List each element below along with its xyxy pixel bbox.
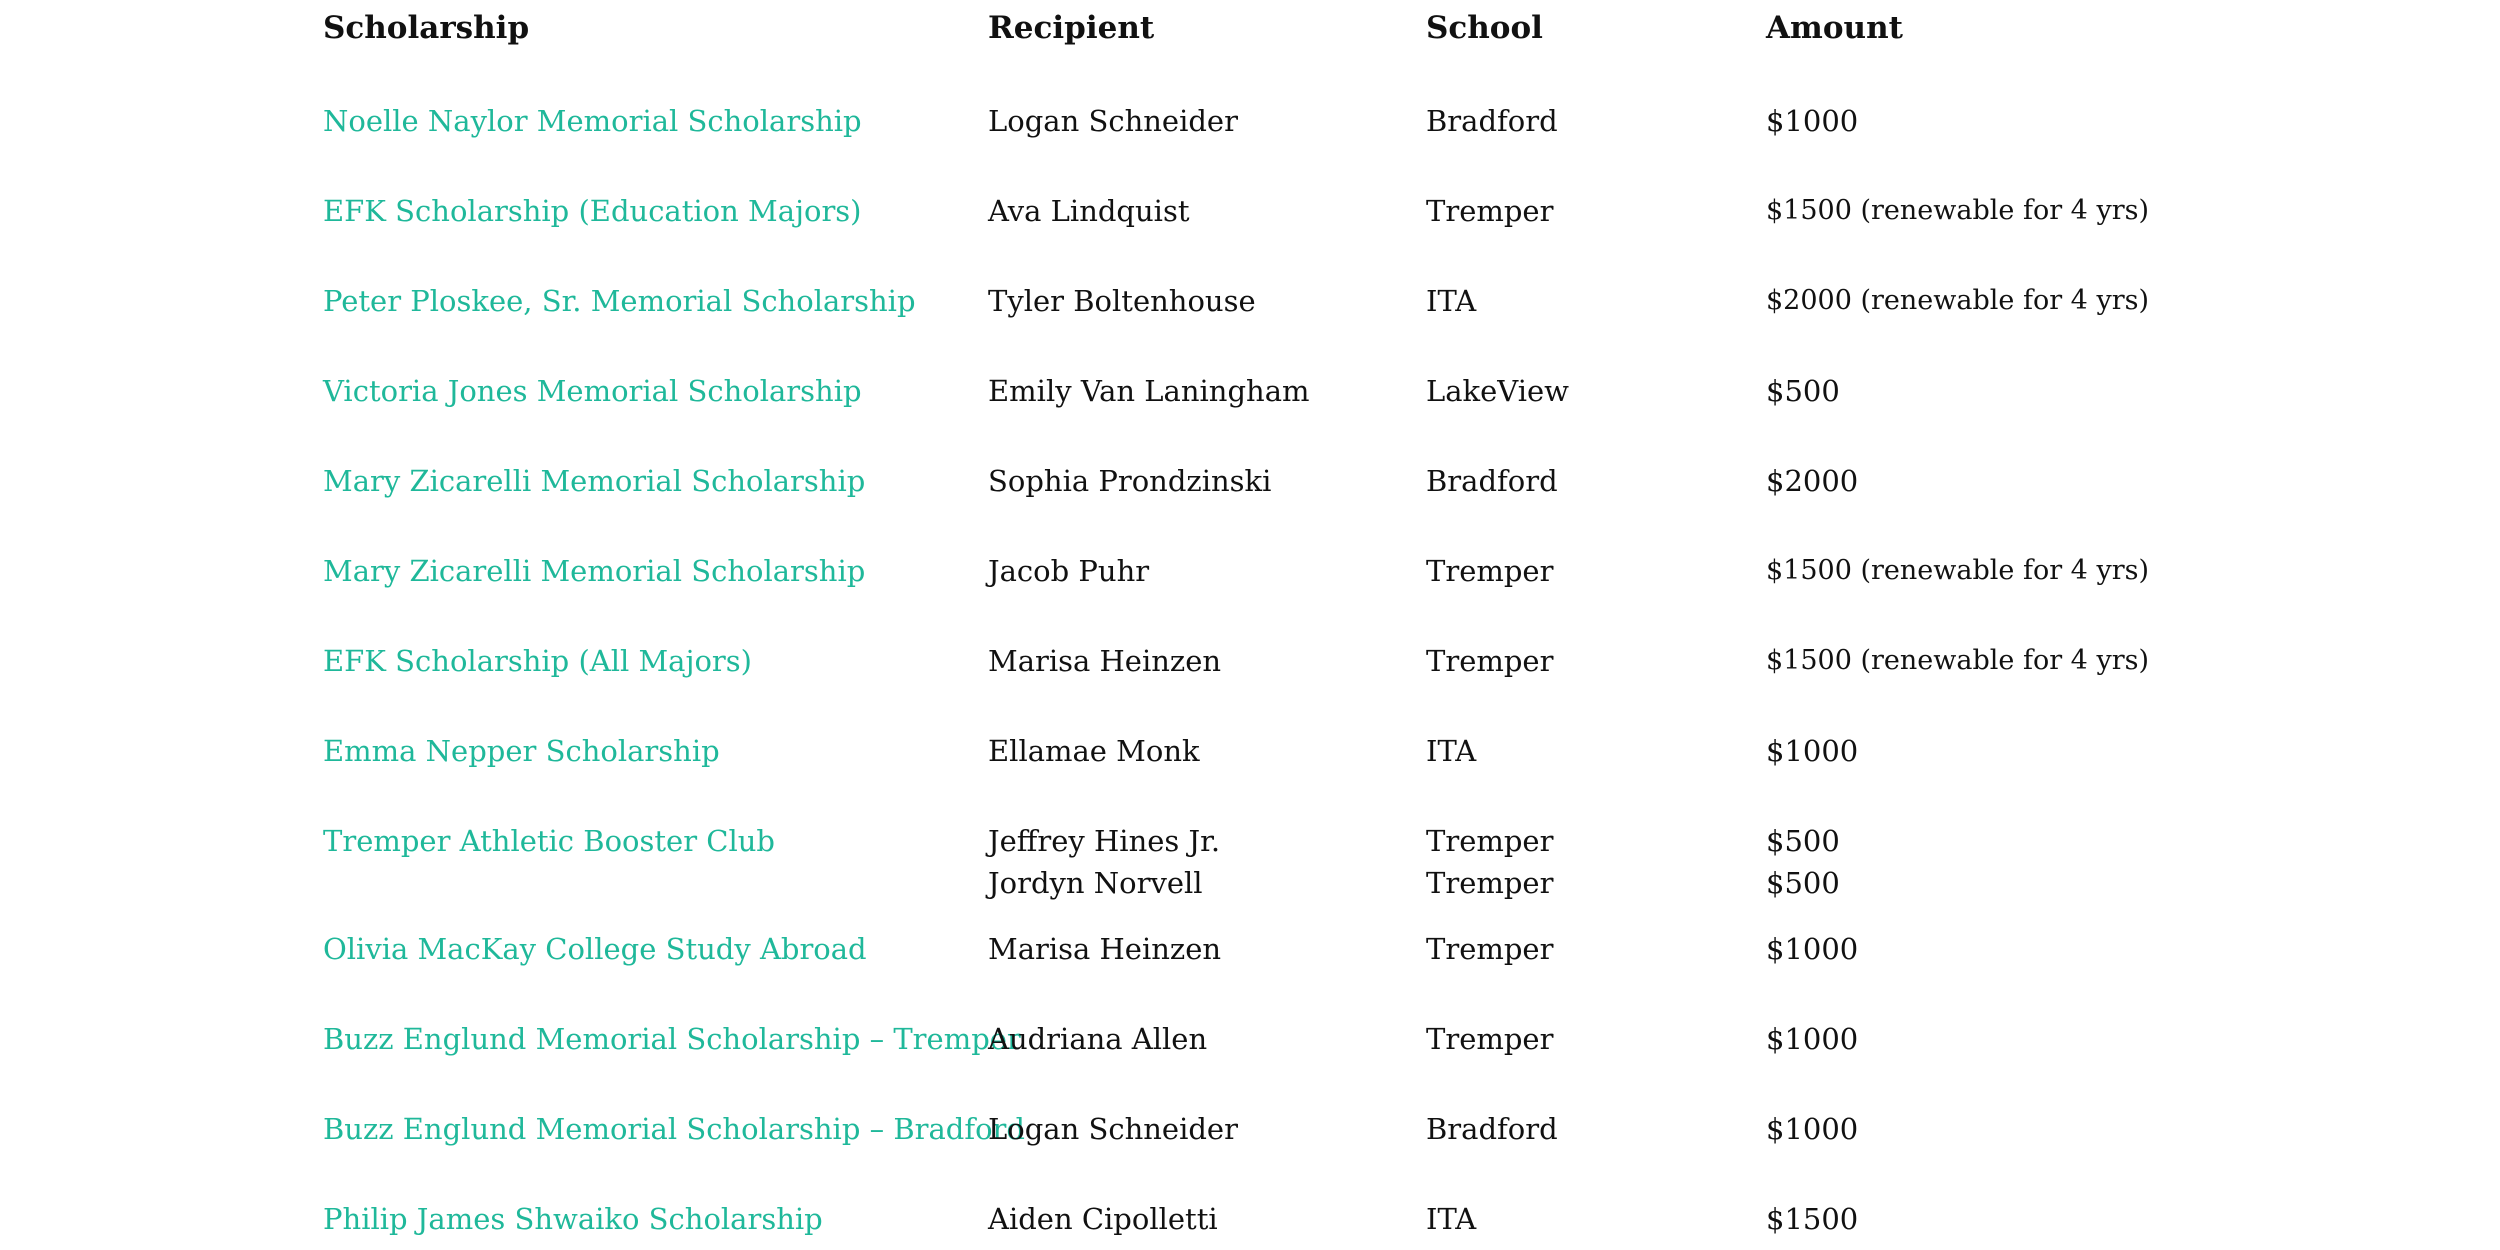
award-amount-cell (1766, 1108, 1858, 1150)
award-amount: $500 (1766, 374, 1840, 408)
recipient-name: Marisa Heinzen (988, 932, 1222, 966)
award-amount: $1500 (1766, 1202, 1859, 1236)
scholarship-link[interactable]: Buzz Englund Memorial Scholarship – Tremper (323, 1022, 1021, 1056)
recipient-name-cell (988, 280, 1256, 322)
award-amount-cell (1766, 460, 1858, 502)
school-name-cell (1426, 730, 1476, 772)
school-name: Tremper (1426, 1022, 1554, 1056)
scholarship-link[interactable]: Victoria Jones Memorial Scholarship (323, 374, 862, 408)
recipient-name-cell (988, 100, 1238, 142)
recipient-name: Audriana Allen (988, 1022, 1208, 1056)
award-amount-cell (1766, 820, 1840, 904)
scholarship-link[interactable]: Emma Nepper Scholarship (323, 734, 720, 768)
recipient-name: Jordyn Norvell (988, 866, 1203, 900)
award-amount-cell (1766, 280, 2149, 322)
recipient-name-cell (988, 730, 1200, 772)
header-amount: Amount (1766, 10, 1903, 46)
recipient-name-cell (988, 928, 1221, 970)
award-amount: $2000 (1766, 464, 1859, 498)
school-name-cell (1426, 460, 1558, 502)
scholarship-link[interactable]: Buzz Englund Memorial Scholarship – Bradford (323, 1112, 1025, 1146)
school-name: Bradford (1426, 1112, 1558, 1146)
scholarship-link[interactable]: Mary Zicarelli Memorial Scholarship (323, 554, 866, 588)
award-amount-cell (1766, 190, 2149, 232)
recipient-name-cell (988, 1018, 1207, 1060)
scholarship-link[interactable]: Olivia MacKay College Study Abroad (323, 932, 867, 966)
award-amount: $2000 (renewable for 4 yrs) (1766, 285, 2149, 316)
recipient-name-cell (988, 370, 1310, 412)
recipient-name: Jacob Puhr (988, 554, 1150, 588)
recipient-name: Tyler Boltenhouse (988, 284, 1256, 318)
scholarship-link[interactable]: EFK Scholarship (All Majors) (323, 644, 752, 678)
recipient-name: Ellamae Monk (988, 734, 1200, 768)
recipient-name-cell (988, 1108, 1238, 1150)
school-name: Bradford (1426, 464, 1558, 498)
recipient-name-cell (988, 550, 1149, 592)
header-school: School (1426, 10, 1543, 46)
school-name-cell (1426, 928, 1553, 970)
scholarship-link[interactable]: Mary Zicarelli Memorial Scholarship (323, 464, 866, 498)
recipient-name-cell (988, 460, 1271, 502)
recipient-name: Sophia Prondzinski (988, 464, 1272, 498)
award-amount-cell (1766, 370, 1840, 412)
recipient-name: Logan Schneider (988, 1112, 1238, 1146)
scholarship-link[interactable]: EFK Scholarship (Education Majors) (323, 194, 862, 228)
school-name: Tremper (1426, 554, 1554, 588)
school-name-cell (1426, 550, 1553, 592)
school-name: ITA (1426, 1202, 1477, 1236)
award-amount: $1000 (1766, 734, 1859, 768)
award-amount: $1000 (1766, 932, 1859, 966)
school-name-cell (1426, 1018, 1553, 1060)
header-recipient: Recipient (988, 10, 1155, 46)
school-name-cell (1426, 1108, 1558, 1150)
school-name-cell (1426, 280, 1476, 322)
school-name: Tremper (1426, 866, 1554, 900)
school-name-cell (1426, 640, 1553, 682)
recipient-name-cell (988, 640, 1221, 682)
school-name-cell (1426, 100, 1558, 142)
scholarship-link[interactable]: Peter Ploskee, Sr. Memorial Scholarship (323, 284, 916, 318)
award-amount: $1500 (renewable for 4 yrs) (1766, 555, 2149, 586)
recipient-name-cell (988, 1198, 1218, 1240)
recipient-name-cell (988, 190, 1190, 232)
school-name: Bradford (1426, 104, 1558, 138)
award-amount: $1000 (1766, 104, 1859, 138)
school-name: LakeView (1426, 374, 1569, 408)
recipient-name: Logan Schneider (988, 104, 1238, 138)
school-name-cell (1426, 370, 1569, 412)
award-amount: $500 (1766, 866, 1840, 900)
recipient-name: Ava Lindquist (988, 194, 1190, 228)
header-scholarship: Scholarship (323, 10, 530, 46)
school-name-cell (1426, 1198, 1476, 1240)
award-amount: $1000 (1766, 1112, 1859, 1146)
award-amount-cell (1766, 730, 1858, 772)
recipient-name-cell (988, 820, 1220, 904)
school-name: Tremper (1426, 824, 1554, 858)
school-name-cell (1426, 190, 1553, 232)
recipient-name: Aiden Cipolletti (988, 1202, 1218, 1236)
award-amount: $500 (1766, 824, 1840, 858)
scholarship-link[interactable]: Tremper Athletic Booster Club (323, 824, 775, 858)
school-name: Tremper (1426, 932, 1554, 966)
recipient-name: Marisa Heinzen (988, 644, 1222, 678)
award-amount-cell (1766, 928, 1858, 970)
award-amount-cell (1766, 640, 2149, 682)
school-name: Tremper (1426, 644, 1554, 678)
award-amount: $1500 (renewable for 4 yrs) (1766, 645, 2149, 676)
recipient-name: Emily Van Laningham (988, 374, 1310, 408)
school-name: Tremper (1426, 194, 1554, 228)
award-amount-cell (1766, 1018, 1858, 1060)
school-name: ITA (1426, 734, 1477, 768)
scholarship-link[interactable]: Philip James Shwaiko Scholarship (323, 1202, 823, 1236)
school-name: ITA (1426, 284, 1477, 318)
award-amount: $1500 (renewable for 4 yrs) (1766, 195, 2149, 226)
award-amount-cell (1766, 1198, 1858, 1240)
recipient-name: Jeffrey Hines Jr. (988, 824, 1221, 858)
award-amount: $1000 (1766, 1022, 1859, 1056)
scholarship-link[interactable]: Noelle Naylor Memorial Scholarship (323, 104, 862, 138)
award-amount-cell (1766, 100, 1858, 142)
award-amount-cell (1766, 550, 2149, 592)
school-name-cell (1426, 820, 1553, 904)
